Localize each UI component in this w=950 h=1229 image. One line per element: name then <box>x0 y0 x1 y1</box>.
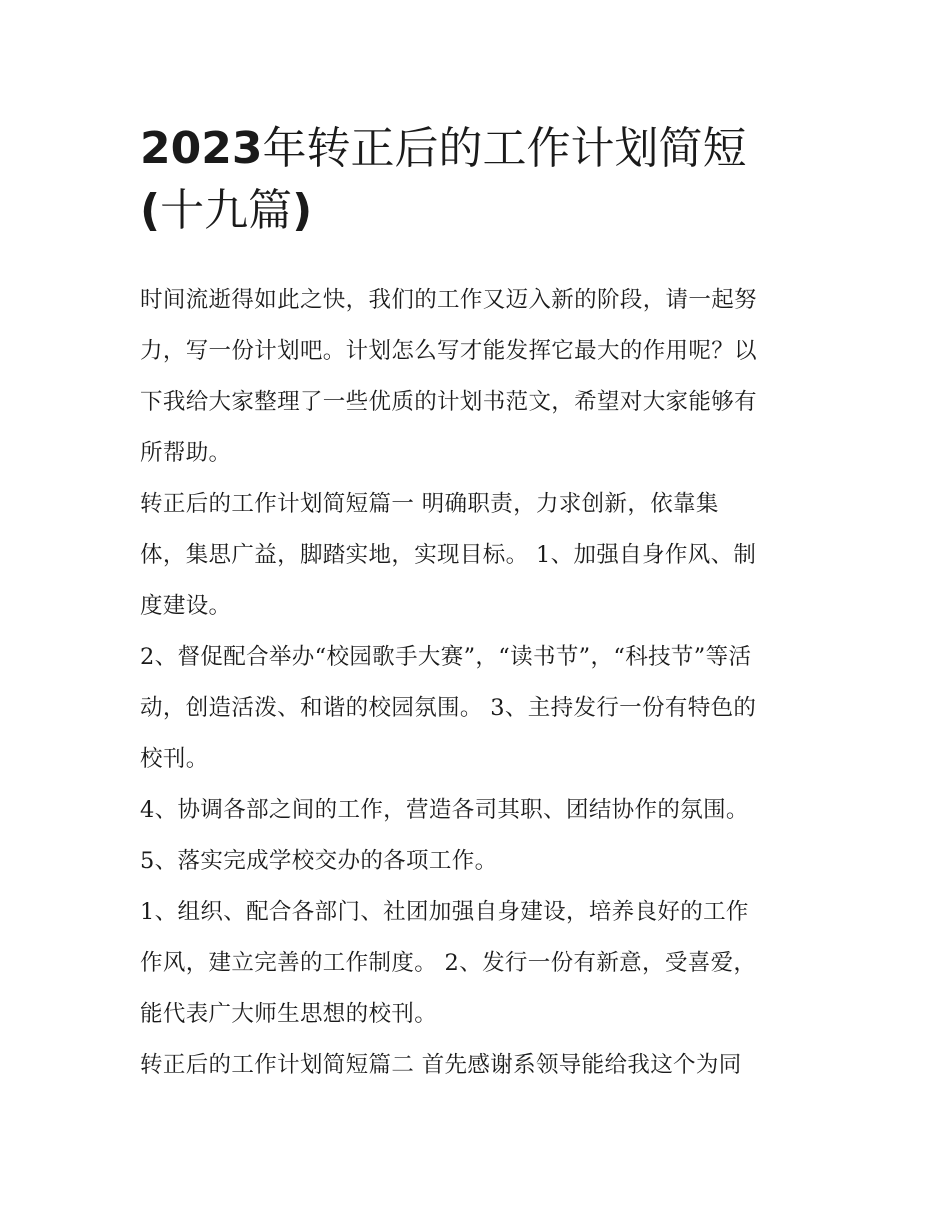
title-text-line2: 十九篇 <box>160 185 293 236</box>
body-line: 4、协调各部之间的工作，营造各司其职、团结协作的氛围。 <box>140 797 749 823</box>
title-paren-close: ) <box>292 185 313 236</box>
body-line: 转正后的工作计划简短篇二 首先感谢系领导能给我这个为同 <box>140 1052 742 1078</box>
body-line: 体，集思广益，脚踏实地，实现目标。 1、加强自身作风、制 <box>140 542 757 568</box>
body-line: 1、组织、配合各部门、社团加强自身建设，培养良好的工作 <box>140 899 749 925</box>
body-line: 度建设。 <box>140 593 232 619</box>
document-title <box>140 118 820 242</box>
body-line: 力，写一份计划吧。计划怎么写才能发挥它最大的作用呢？以 <box>140 338 757 364</box>
body-line: 转正后的工作计划简短篇一 明确职责，力求创新，依靠集 <box>140 491 719 517</box>
body-line: 下我给大家整理了一些优质的计划书范文，希望对大家能够有 <box>140 389 757 415</box>
title-text-line1: 年转正后的工作计划简短 <box>262 123 747 174</box>
body-line: 5、落实完成学校交办的各项工作。 <box>140 848 498 874</box>
body-line: 作风，建立完善的工作制度。 2、发行一份有新意，受喜爱， <box>140 950 757 976</box>
body-line: 能代表广大师生思想的校刊。 <box>140 1001 438 1027</box>
title-paren-open: ( <box>140 185 161 236</box>
body-line: 所帮助。 <box>140 440 232 466</box>
title-year: 2023 <box>140 123 263 174</box>
body-line: 校刊。 <box>140 746 209 772</box>
body-line: 动，创造活泼、和谐的校园氛围。 3、主持发行一份有特色的 <box>140 695 757 721</box>
body-line: 时间流逝得如此之快，我们的工作又迈入新的阶段，请一起努 <box>140 287 757 313</box>
body-line: 2、督促配合举办“校园歌手大赛”，“读书节”，“科技节”等活 <box>140 644 752 670</box>
